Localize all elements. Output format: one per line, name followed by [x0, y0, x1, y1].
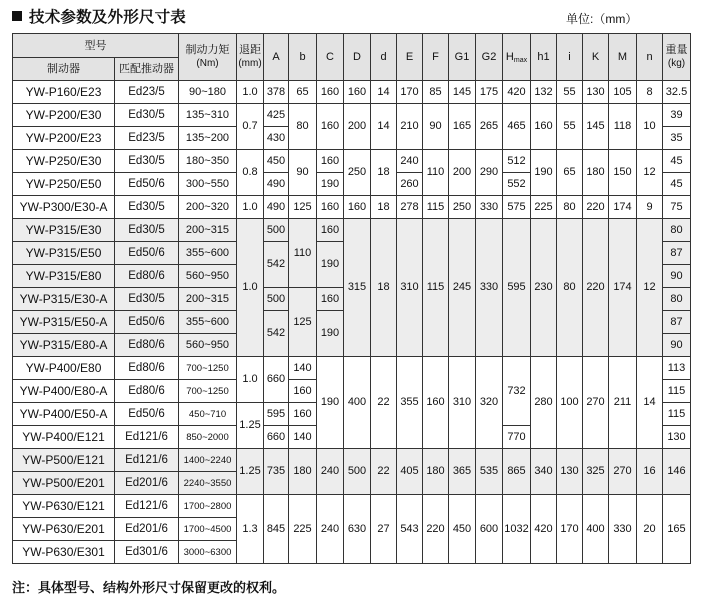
- cell-clearance: 1.25: [237, 449, 264, 495]
- cell-dim-b: 125: [289, 196, 317, 219]
- cell-braking-torque: 450~710: [179, 403, 237, 426]
- header-torque-label: 制动力矩: [185, 44, 230, 56]
- header-dim-G2: G2: [476, 34, 503, 81]
- header-dim-d: d: [371, 34, 397, 81]
- table-row: [13, 196, 691, 219]
- cell-dim-d: 18: [371, 219, 397, 357]
- cell-braking-torque: 355~600: [179, 242, 237, 265]
- cell-braking-torque: 700~1250: [179, 380, 237, 403]
- cell-dim-F: 115: [423, 196, 449, 219]
- cell-brake-model: YW-P200/E30: [13, 104, 115, 127]
- header-brake: 制动器: [13, 58, 115, 81]
- cell-dim-b: 90: [289, 150, 317, 196]
- header-dim-Hmax: [503, 34, 531, 81]
- table-row: [13, 449, 691, 472]
- cell-thruster-model: Ed30/5: [115, 104, 179, 127]
- header-dim-H-subscript: max: [513, 57, 528, 64]
- cell-thruster-model: Ed50/6: [115, 403, 179, 426]
- cell-dim-C: 160: [317, 104, 344, 150]
- cell-dim-b: 160: [289, 380, 317, 403]
- header-dim-h1: h1: [531, 34, 557, 81]
- cell-dim-A: 450: [264, 150, 289, 173]
- cell-dim-Hmax: 595: [503, 219, 531, 357]
- cell-dim-E: 405: [397, 449, 423, 495]
- cell-dim-d: 14: [371, 81, 397, 104]
- cell-weight: 90: [663, 265, 691, 288]
- cell-thruster-model: Ed50/6: [115, 242, 179, 265]
- cell-brake-model: YW-P400/E80: [13, 357, 115, 380]
- cell-thruster-model: Ed30/5: [115, 196, 179, 219]
- cell-weight: 75: [663, 196, 691, 219]
- cell-brake-model: YW-P315/E50-A: [13, 311, 115, 334]
- header-clearance-label: 退距: [239, 44, 261, 56]
- header-dim-D: D: [344, 34, 371, 81]
- cell-dim-C: 240: [317, 495, 344, 564]
- cell-dim-G2: 330: [476, 219, 503, 357]
- cell-braking-torque: 300~550: [179, 173, 237, 196]
- cell-dim-F: 180: [423, 449, 449, 495]
- cell-clearance: 1.3: [237, 495, 264, 564]
- square-bullet-icon: [12, 11, 22, 21]
- cell-clearance: 0.7: [237, 104, 264, 150]
- cell-braking-torque: 2240~3550: [179, 472, 237, 495]
- header-weight-unit: (kg): [667, 58, 686, 69]
- cell-dim-G1: 250: [449, 196, 476, 219]
- cell-weight: 35: [663, 127, 691, 150]
- cell-dim-C: 190: [317, 311, 344, 357]
- spec-table: [12, 33, 691, 564]
- cell-dim-h1: 190: [531, 150, 557, 196]
- cell-dim-A: 595: [264, 403, 289, 426]
- cell-dim-G2: 175: [476, 81, 503, 104]
- cell-dim-d: 18: [371, 150, 397, 196]
- cell-weight: 165: [663, 495, 691, 564]
- cell-brake-model: YW-P250/E50: [13, 173, 115, 196]
- cell-dim-K: 145: [583, 104, 609, 150]
- cell-dim-M: 174: [609, 196, 637, 219]
- header-clearance: [237, 34, 264, 81]
- unit-label: 单位:（mm）: [566, 12, 638, 26]
- cell-dim-F: 85: [423, 81, 449, 104]
- cell-dim-b: 110: [289, 219, 317, 288]
- cell-dim-M: 174: [609, 219, 637, 357]
- table-row: [13, 150, 691, 173]
- cell-weight: 146: [663, 449, 691, 495]
- cell-thruster-model: Ed201/6: [115, 518, 179, 541]
- cell-dim-b: 140: [289, 426, 317, 449]
- cell-dim-M: 150: [609, 150, 637, 196]
- header-dim-G1: G1: [449, 34, 476, 81]
- cell-dim-Hmax: 770: [503, 426, 531, 449]
- cell-braking-torque: 3000~6300: [179, 541, 237, 564]
- cell-thruster-model: Ed50/6: [115, 311, 179, 334]
- cell-dim-h1: 340: [531, 449, 557, 495]
- cell-dim-b: 125: [289, 288, 317, 357]
- cell-dim-b: 225: [289, 495, 317, 564]
- cell-thruster-model: Ed30/5: [115, 150, 179, 173]
- cell-dim-A: 735: [264, 449, 289, 495]
- cell-brake-model: YW-P315/E30: [13, 219, 115, 242]
- cell-dim-d: 22: [371, 357, 397, 449]
- section-title: [12, 5, 186, 27]
- cell-dim-n: 12: [637, 219, 663, 357]
- cell-thruster-model: Ed23/5: [115, 81, 179, 104]
- cell-braking-torque: 850~2000: [179, 426, 237, 449]
- cell-braking-torque: 200~315: [179, 219, 237, 242]
- cell-braking-torque: 560~950: [179, 334, 237, 357]
- cell-dim-A: 845: [264, 495, 289, 564]
- cell-dim-A: 542: [264, 242, 289, 288]
- cell-dim-G1: 365: [449, 449, 476, 495]
- cell-dim-d: 18: [371, 196, 397, 219]
- cell-dim-b: 80: [289, 104, 317, 150]
- cell-thruster-model: Ed80/6: [115, 265, 179, 288]
- cell-dim-G2: 600: [476, 495, 503, 564]
- section-title-text: 技术参数及外形尺寸表: [29, 9, 187, 26]
- cell-dim-n: 16: [637, 449, 663, 495]
- cell-dim-G1: 245: [449, 219, 476, 357]
- header-dim-b: b: [289, 34, 317, 81]
- header-clearance-unit: (mm): [238, 58, 262, 69]
- cell-dim-b: 180: [289, 449, 317, 495]
- cell-dim-D: 400: [344, 357, 371, 449]
- cell-dim-i: 55: [557, 81, 583, 104]
- cell-dim-A: 430: [264, 127, 289, 150]
- footnote: 注：具体型号、结构外形尺寸保留更改的权利。: [12, 580, 286, 595]
- cell-dim-C: 160: [317, 150, 344, 173]
- cell-dim-K: 220: [583, 196, 609, 219]
- cell-braking-torque: 200~320: [179, 196, 237, 219]
- cell-thruster-model: Ed50/6: [115, 173, 179, 196]
- cell-dim-F: 220: [423, 495, 449, 564]
- cell-dim-b: 160: [289, 403, 317, 426]
- cell-brake-model: YW-P315/E80: [13, 265, 115, 288]
- cell-braking-torque: 355~600: [179, 311, 237, 334]
- cell-weight: 80: [663, 288, 691, 311]
- cell-dim-D: 315: [344, 219, 371, 357]
- cell-dim-D: 250: [344, 150, 371, 196]
- cell-braking-torque: 135~310: [179, 104, 237, 127]
- cell-brake-model: YW-P400/E50-A: [13, 403, 115, 426]
- cell-dim-A: 490: [264, 173, 289, 196]
- cell-dim-d: 27: [371, 495, 397, 564]
- cell-dim-E: 543: [397, 495, 423, 564]
- cell-braking-torque: 1700~4500: [179, 518, 237, 541]
- cell-brake-model: YW-P630/E121: [13, 495, 115, 518]
- cell-weight: 39: [663, 104, 691, 127]
- cell-dim-K: 400: [583, 495, 609, 564]
- cell-weight: 130: [663, 426, 691, 449]
- cell-brake-model: YW-P400/E121: [13, 426, 115, 449]
- cell-clearance: 1.0: [237, 357, 264, 403]
- cell-weight: 45: [663, 173, 691, 196]
- cell-dim-Hmax: 552: [503, 173, 531, 196]
- cell-braking-torque: 200~315: [179, 288, 237, 311]
- cell-thruster-model: Ed30/5: [115, 219, 179, 242]
- cell-thruster-model: Ed80/6: [115, 380, 179, 403]
- header-weight-label: 重量: [665, 44, 688, 56]
- cell-dim-h1: 420: [531, 495, 557, 564]
- header-torque-unit: (Nm): [196, 58, 219, 69]
- table-row: [13, 219, 691, 242]
- cell-brake-model: YW-P400/E80-A: [13, 380, 115, 403]
- cell-dim-K: 325: [583, 449, 609, 495]
- cell-dim-n: 9: [637, 196, 663, 219]
- cell-dim-A: 378: [264, 81, 289, 104]
- cell-dim-i: 80: [557, 196, 583, 219]
- header-dim-H: H: [505, 51, 514, 63]
- header-row-top: [13, 34, 691, 58]
- cell-thruster-model: Ed201/6: [115, 472, 179, 495]
- cell-dim-b: 65: [289, 81, 317, 104]
- cell-dim-Hmax: 575: [503, 196, 531, 219]
- cell-dim-E: 240: [397, 150, 423, 173]
- cell-dim-Hmax: 465: [503, 104, 531, 150]
- cell-dim-h1: 160: [531, 104, 557, 150]
- cell-dim-n: 20: [637, 495, 663, 564]
- cell-dim-K: 180: [583, 150, 609, 196]
- cell-dim-n: 14: [637, 357, 663, 449]
- cell-dim-i: 170: [557, 495, 583, 564]
- cell-dim-F: 115: [423, 219, 449, 357]
- cell-dim-Hmax: 865: [503, 449, 531, 495]
- cell-dim-D: 200: [344, 104, 371, 150]
- cell-dim-C: 160: [317, 196, 344, 219]
- cell-dim-M: 330: [609, 495, 637, 564]
- cell-thruster-model: Ed23/5: [115, 127, 179, 150]
- cell-weight: 32.5: [663, 81, 691, 104]
- cell-dim-A: 542: [264, 311, 289, 357]
- header-dim-M: M: [609, 34, 637, 81]
- header-thruster: 匹配推动器: [115, 58, 179, 81]
- cell-dim-G1: 200: [449, 150, 476, 196]
- cell-dim-n: 10: [637, 104, 663, 150]
- cell-weight: 115: [663, 380, 691, 403]
- cell-weight: 87: [663, 242, 691, 265]
- cell-weight: 87: [663, 311, 691, 334]
- cell-dim-C: 240: [317, 449, 344, 495]
- cell-dim-C: 190: [317, 242, 344, 288]
- cell-thruster-model: Ed121/6: [115, 495, 179, 518]
- cell-braking-torque: 1400~2240: [179, 449, 237, 472]
- cell-dim-E: 310: [397, 219, 423, 357]
- cell-dim-i: 65: [557, 150, 583, 196]
- cell-clearance: 1.0: [237, 196, 264, 219]
- cell-dim-E: 355: [397, 357, 423, 449]
- header-dim-E: E: [397, 34, 423, 81]
- cell-clearance: 1.25: [237, 403, 264, 449]
- header-model: 型号: [13, 34, 179, 58]
- cell-dim-A: 425: [264, 104, 289, 127]
- cell-dim-F: 90: [423, 104, 449, 150]
- table-row: [13, 495, 691, 518]
- cell-brake-model: YW-P630/E301: [13, 541, 115, 564]
- cell-dim-F: 110: [423, 150, 449, 196]
- cell-dim-Hmax: 512: [503, 150, 531, 173]
- cell-brake-model: YW-P500/E121: [13, 449, 115, 472]
- cell-dim-K: 130: [583, 81, 609, 104]
- cell-dim-i: 55: [557, 104, 583, 150]
- cell-weight: 90: [663, 334, 691, 357]
- cell-clearance: 0.8: [237, 150, 264, 196]
- header-dim-i: i: [557, 34, 583, 81]
- cell-dim-M: 211: [609, 357, 637, 449]
- cell-dim-A: 500: [264, 219, 289, 242]
- cell-brake-model: YW-P300/E30-A: [13, 196, 115, 219]
- cell-dim-G1: 310: [449, 357, 476, 449]
- cell-dim-b: 140: [289, 357, 317, 380]
- cell-dim-h1: 225: [531, 196, 557, 219]
- header-dim-F: F: [423, 34, 449, 81]
- cell-dim-E: 278: [397, 196, 423, 219]
- cell-brake-model: YW-P160/E23: [13, 81, 115, 104]
- cell-dim-C: 190: [317, 357, 344, 449]
- cell-dim-G1: 450: [449, 495, 476, 564]
- cell-brake-model: YW-P315/E80-A: [13, 334, 115, 357]
- cell-dim-G1: 165: [449, 104, 476, 150]
- cell-thruster-model: Ed30/5: [115, 288, 179, 311]
- header-dim-K: K: [583, 34, 609, 81]
- cell-dim-h1: 280: [531, 357, 557, 449]
- cell-dim-h1: 132: [531, 81, 557, 104]
- header-torque: [179, 34, 237, 81]
- cell-dim-A: 490: [264, 196, 289, 219]
- table-body: [13, 81, 691, 564]
- cell-dim-C: 160: [317, 81, 344, 104]
- cell-brake-model: YW-P250/E30: [13, 150, 115, 173]
- cell-weight: 115: [663, 403, 691, 426]
- cell-dim-i: 130: [557, 449, 583, 495]
- cell-thruster-model: Ed301/6: [115, 541, 179, 564]
- cell-dim-i: 100: [557, 357, 583, 449]
- cell-thruster-model: Ed80/6: [115, 334, 179, 357]
- header-dim-A: A: [264, 34, 289, 81]
- table-row: [13, 104, 691, 127]
- table-header: [13, 34, 691, 81]
- header-dim-n: n: [637, 34, 663, 81]
- cell-dim-C: 160: [317, 288, 344, 311]
- cell-dim-n: 8: [637, 81, 663, 104]
- cell-dim-d: 22: [371, 449, 397, 495]
- cell-dim-C: 190: [317, 173, 344, 196]
- cell-braking-torque: 135~200: [179, 127, 237, 150]
- cell-thruster-model: Ed121/6: [115, 449, 179, 472]
- cell-dim-F: 160: [423, 357, 449, 449]
- cell-dim-G2: 535: [476, 449, 503, 495]
- cell-dim-C: 160: [317, 219, 344, 242]
- cell-braking-torque: 700~1250: [179, 357, 237, 380]
- cell-weight: 113: [663, 357, 691, 380]
- cell-dim-Hmax: 732: [503, 357, 531, 426]
- cell-dim-G2: 330: [476, 196, 503, 219]
- cell-dim-Hmax: 1032: [503, 495, 531, 564]
- cell-dim-h1: 230: [531, 219, 557, 357]
- cell-dim-D: 630: [344, 495, 371, 564]
- cell-dim-K: 270: [583, 357, 609, 449]
- cell-dim-Hmax: 420: [503, 81, 531, 104]
- cell-dim-E: 210: [397, 104, 423, 150]
- cell-braking-torque: 180~350: [179, 150, 237, 173]
- cell-brake-model: YW-P315/E50: [13, 242, 115, 265]
- cell-dim-A: 660: [264, 357, 289, 403]
- cell-braking-torque: 90~180: [179, 81, 237, 104]
- cell-dim-G2: 265: [476, 104, 503, 150]
- cell-dim-d: 14: [371, 104, 397, 150]
- cell-brake-model: YW-P315/E30-A: [13, 288, 115, 311]
- cell-dim-n: 12: [637, 150, 663, 196]
- cell-dim-D: 500: [344, 449, 371, 495]
- cell-clearance: 1.0: [237, 219, 264, 357]
- cell-dim-K: 220: [583, 219, 609, 357]
- cell-dim-G2: 290: [476, 150, 503, 196]
- cell-brake-model: YW-P630/E201: [13, 518, 115, 541]
- cell-dim-G2: 320: [476, 357, 503, 449]
- header-dim-C: C: [317, 34, 344, 81]
- cell-dim-A: 500: [264, 288, 289, 311]
- table-row: [13, 81, 691, 104]
- cell-dim-D: 160: [344, 81, 371, 104]
- header-weight: [663, 34, 691, 81]
- cell-weight: 80: [663, 219, 691, 242]
- cell-dim-D: 160: [344, 196, 371, 219]
- cell-thruster-model: Ed121/6: [115, 426, 179, 449]
- cell-brake-model: YW-P200/E23: [13, 127, 115, 150]
- cell-dim-E: 260: [397, 173, 423, 196]
- cell-clearance: 1.0: [237, 81, 264, 104]
- table-row: [13, 357, 691, 380]
- cell-braking-torque: 560~950: [179, 265, 237, 288]
- cell-dim-E: 170: [397, 81, 423, 104]
- cell-dim-M: 118: [609, 104, 637, 150]
- cell-weight: 45: [663, 150, 691, 173]
- cell-dim-G1: 145: [449, 81, 476, 104]
- cell-dim-M: 270: [609, 449, 637, 495]
- cell-dim-i: 80: [557, 219, 583, 357]
- cell-brake-model: YW-P500/E201: [13, 472, 115, 495]
- cell-dim-M: 105: [609, 81, 637, 104]
- cell-thruster-model: Ed80/6: [115, 357, 179, 380]
- cell-braking-torque: 1700~2800: [179, 495, 237, 518]
- cell-dim-A: 660: [264, 426, 289, 449]
